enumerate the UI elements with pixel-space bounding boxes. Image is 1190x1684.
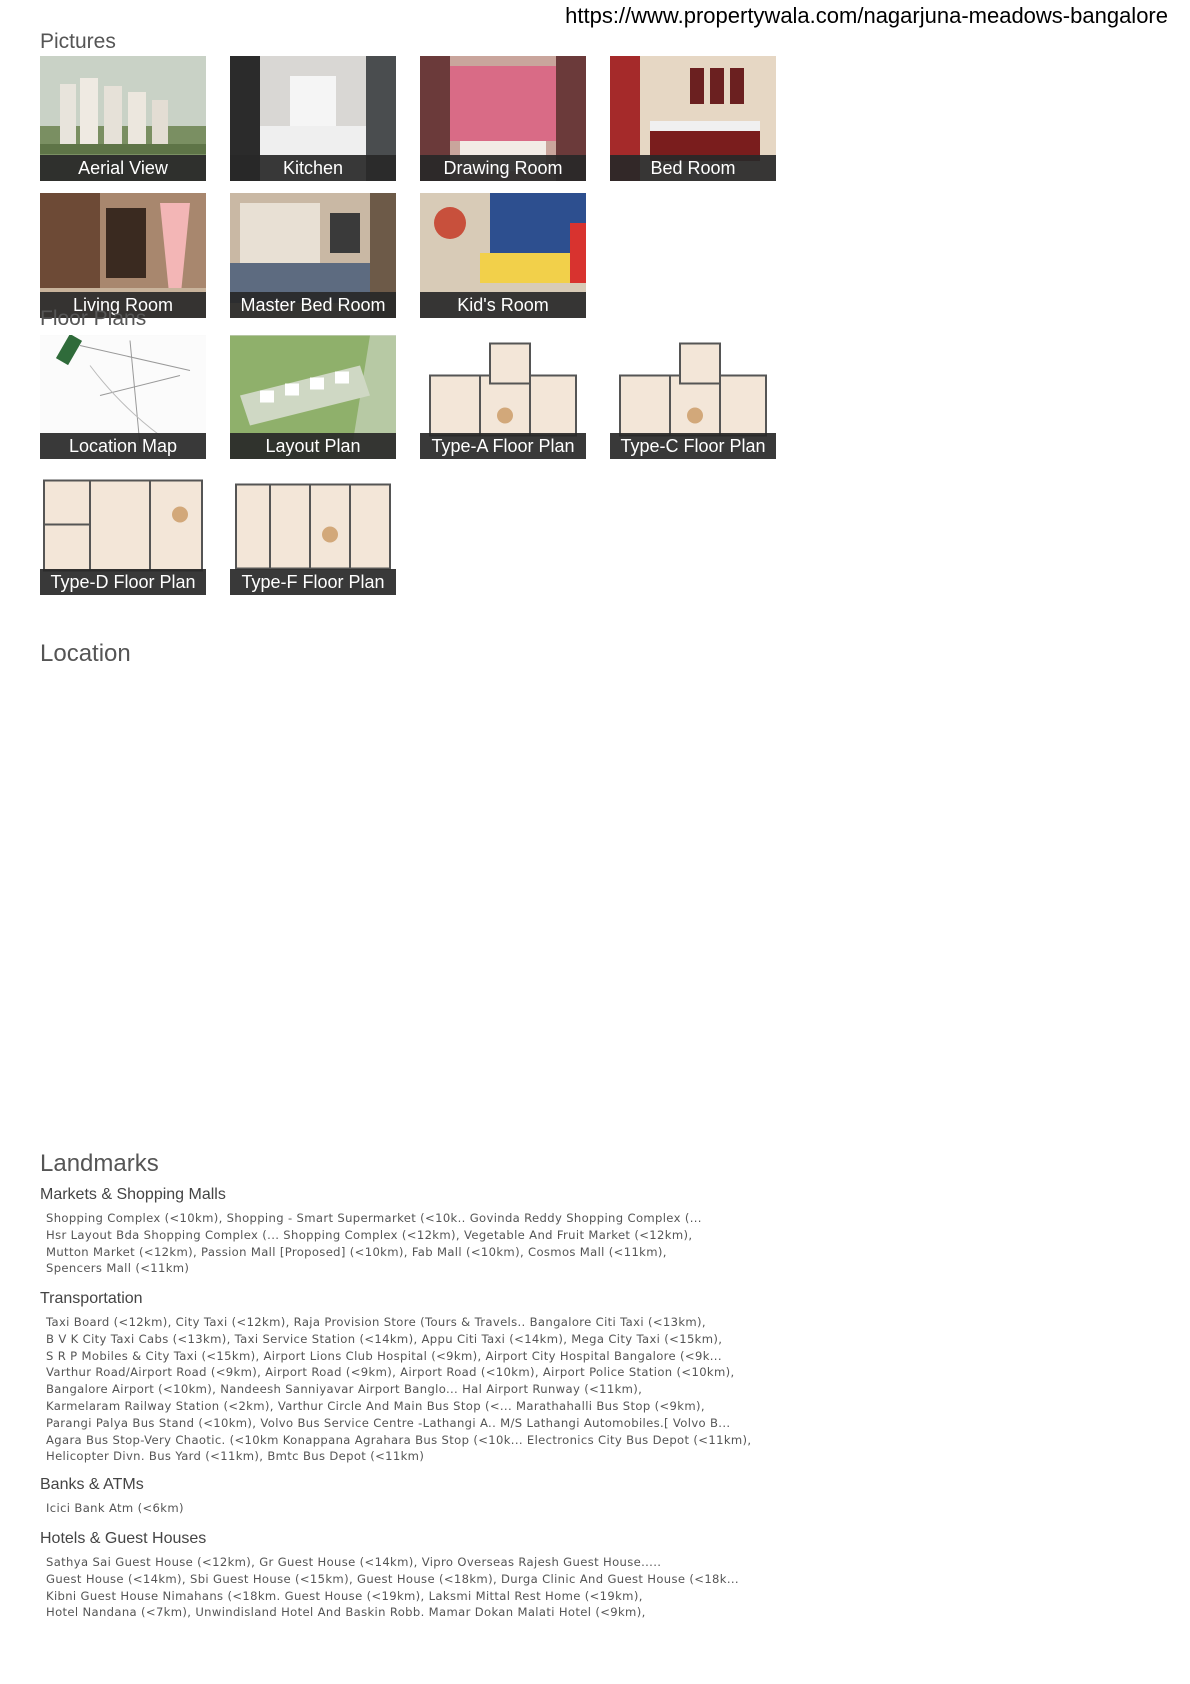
markets-line: Mutton Market (<12km), Passion Mall [Proposed] (<10km), Fab Mall (<10km), Cosmos Mall (<11km), — [46, 1244, 667, 1259]
transport-line: Karmelaram Railway Station (<2km), Varthur Circle And Main Bus Stop (<... Marathahalli Bus Stop (<9km), — [46, 1398, 705, 1413]
location-map-area[interactable] — [40, 680, 800, 1140]
photo-kitchen[interactable] — [230, 56, 396, 181]
transportation-heading: Transportation — [40, 1290, 143, 1307]
markets-line: Hsr Layout Bda Shopping Complex (... Shopping Complex (<12km), Vegetable And Fruit Market (<12km), — [46, 1227, 693, 1242]
hotels-heading: Hotels & Guest Houses — [40, 1530, 207, 1547]
photo-living-room[interactable] — [40, 193, 206, 318]
transportation-list — [46, 1314, 766, 1465]
markets-heading: Markets & Shopping Malls — [40, 1186, 226, 1203]
transport-line: S R P Mobiles & City Taxi (<15km), Airport Lions Club Hospital (<9km), Airport City Hospital Bangalore (<9k... — [46, 1348, 722, 1363]
plan-type-a[interactable] — [420, 335, 586, 459]
transport-line: Agara Bus Stop-Very Chaotic. (<10km Konappana Agrahara Bus Stop (<10k... Electronics City Bus Depot (<11km), — [46, 1432, 752, 1447]
tile-caption: Master Bed Room — [230, 292, 396, 318]
photo-aerial-view[interactable] — [40, 56, 206, 181]
photo-bed-room[interactable] — [610, 56, 776, 181]
hotels-line: Hotel Nandana (<7km), Unwindisland Hotel And Baskin Robb. Mamar Dokan Malati Hotel (<9km), — [46, 1605, 646, 1620]
tile-caption: Type-D Floor Plan — [40, 569, 206, 595]
tile-caption: Layout Plan — [230, 433, 396, 459]
photo-master-bed-room[interactable] — [230, 193, 396, 318]
plan-type-c[interactable] — [610, 335, 776, 459]
tile-caption: Aerial View — [40, 155, 206, 181]
tile-caption: Bed Room — [610, 155, 776, 181]
tile-caption: Kitchen — [230, 155, 396, 181]
tile-caption: Living Room — [40, 292, 206, 318]
tile-caption: Type-F Floor Plan — [230, 569, 396, 595]
banks-line: Icici Bank Atm (<6km) — [46, 1501, 184, 1515]
markets-list — [46, 1210, 766, 1277]
transport-line: B V K City Taxi Cabs (<13km), Taxi Service Station (<14km), Appu Citi Taxi (<14km), Mega City Taxi (<15km), — [46, 1331, 723, 1346]
tile-caption: Type-A Floor Plan — [420, 433, 586, 459]
tile-caption: Location Map — [40, 433, 206, 459]
markets-line: Shopping Complex (<10km), Shopping - Smart Supermarket (<10k.. Govinda Reddy Shopping Complex (... — [46, 1211, 702, 1225]
transport-line: Bangalore Airport (<10km), Nandeesh Sanniyavar Airport Banglo... Hal Airport Runway (<11km), — [46, 1382, 643, 1397]
markets-line: Spencers Mall (<11km) — [46, 1261, 190, 1276]
pictures-heading: Pictures — [40, 30, 116, 53]
hotels-list — [46, 1554, 766, 1621]
plan-type-f[interactable] — [230, 473, 396, 595]
photo-kids-room[interactable] — [420, 193, 586, 318]
tile-caption: Kid's Room — [420, 292, 586, 318]
banks-list — [46, 1500, 766, 1517]
tile-caption: Type-C Floor Plan — [610, 433, 776, 459]
hotels-line: Kibni Guest House Nimahans (<18km. Guest House (<19km), Laksmi Mittal Rest Home (<19km), — [46, 1588, 643, 1603]
plan-type-d[interactable] — [40, 473, 206, 595]
location-heading: Location — [40, 640, 131, 667]
hotels-line: Sathya Sai Guest House (<12km), Gr Guest House (<14km), Vipro Overseas Rajesh Guest House..... — [46, 1555, 662, 1569]
tile-caption: Drawing Room — [420, 155, 586, 181]
transport-line: Parangi Palya Bus Stand (<10km), Volvo Bus Service Centre -Lathangi A.. M/S Lathangi Automobiles.[ Volvo B... — [46, 1415, 731, 1430]
transport-line: Taxi Board (<12km), City Taxi (<12km), Raja Provision Store (Tours & Travels.. Bangalore Citi Taxi (<13km), — [46, 1315, 706, 1329]
plan-location-map[interactable] — [40, 335, 206, 459]
page-url[interactable]: https://www.propertywala.com/nagarjuna-meadows-bangalore — [565, 3, 1168, 28]
transport-line: Varthur Road/Airport Road (<9km), Airport Road (<9km), Airport Road (<10km), Airport Police Station (<10km), — [46, 1365, 735, 1380]
plan-layout[interactable] — [230, 335, 396, 459]
transport-line: Helicopter Divn. Bus Yard (<11km), Bmtc Bus Depot (<11km) — [46, 1449, 425, 1464]
banks-heading: Banks & ATMs — [40, 1476, 144, 1493]
landmarks-heading: Landmarks — [40, 1150, 159, 1177]
photo-drawing-room[interactable] — [420, 56, 586, 181]
floor-plans-heading: Floor Plans — [40, 307, 147, 330]
hotels-line: Guest House (<14km), Sbi Guest House (<15km), Guest House (<18km), Durga Clinic And Guest House (<18k... — [46, 1571, 739, 1586]
